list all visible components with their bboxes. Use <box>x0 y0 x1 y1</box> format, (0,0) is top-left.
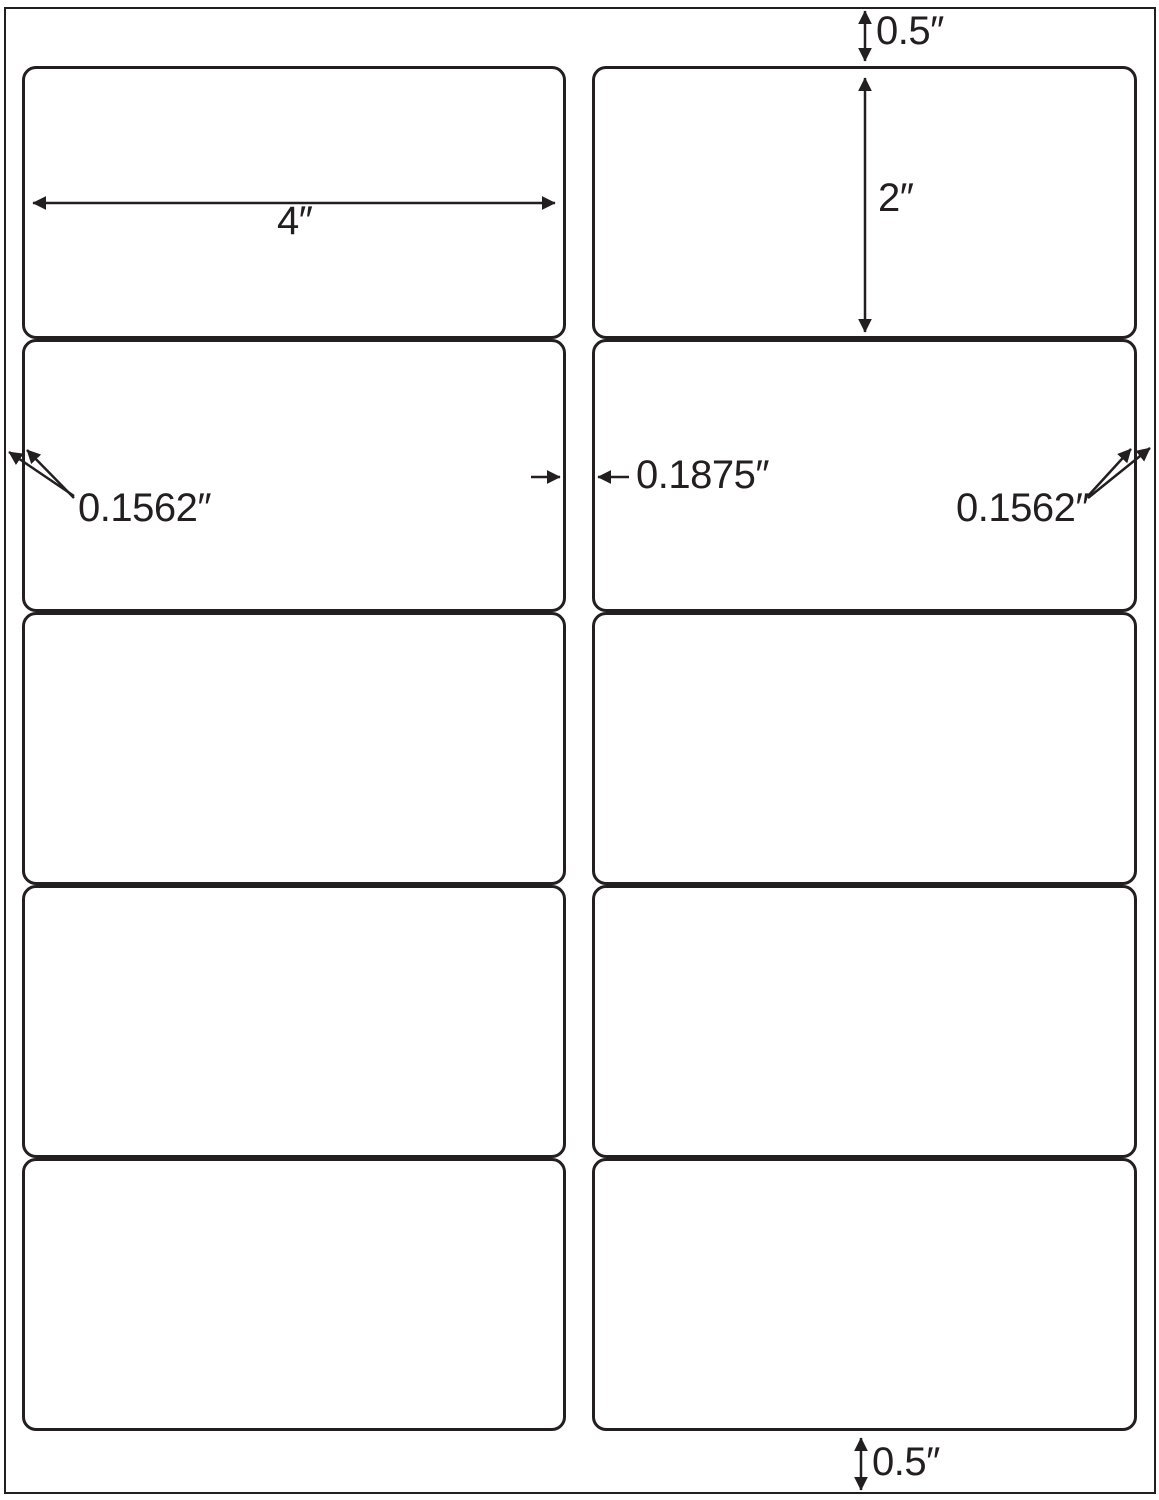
label-cell-r5c1 <box>22 1158 566 1431</box>
label-cell-r5c2 <box>592 1158 1137 1431</box>
label-cell-r3c1 <box>22 612 566 885</box>
column-gap-value: 0.1875″ <box>636 453 770 497</box>
label-cell-r4c1 <box>22 885 566 1158</box>
right-margin-value: 0.1562″ <box>956 486 1090 530</box>
label-cell-r1c2 <box>592 66 1137 339</box>
top-margin-value: 0.5″ <box>876 9 944 53</box>
label-cell-r4c2 <box>592 885 1137 1158</box>
label-cell-r3c2 <box>592 612 1137 885</box>
bottom-margin-value: 0.5″ <box>872 1440 940 1484</box>
left-margin-value: 0.1562″ <box>78 486 212 530</box>
label-cell-r2c1 <box>22 339 566 612</box>
label-width-value: 4″ <box>277 199 313 243</box>
label-height-value: 2″ <box>878 176 914 220</box>
